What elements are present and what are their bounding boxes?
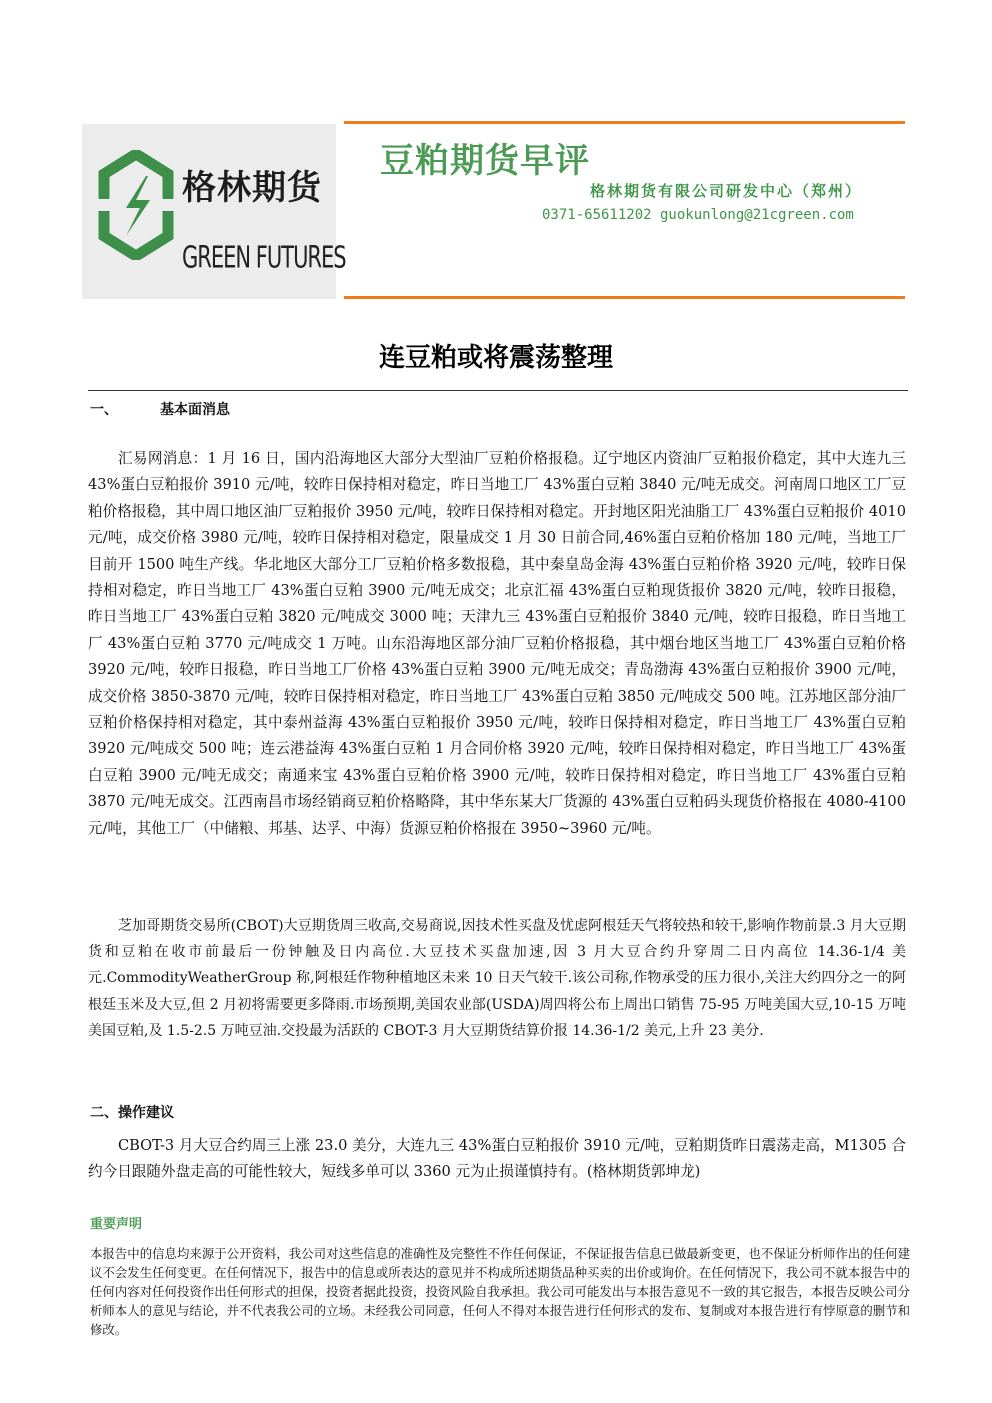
section-number: 一、 bbox=[90, 402, 118, 418]
logo-english-name: GREEN FUTURES bbox=[182, 240, 346, 275]
section-heading-advice bbox=[90, 1102, 174, 1122]
contact-line: 0371-65611202 guokunlong@21cgreen.com bbox=[542, 207, 854, 223]
section-title: 操作建议 bbox=[118, 1105, 174, 1121]
section-number: 二、 bbox=[90, 1105, 118, 1121]
logo-chinese-name: 格林期货 bbox=[182, 168, 322, 208]
header-top-rule bbox=[344, 121, 905, 124]
section-title: 基本面消息 bbox=[160, 402, 230, 418]
paragraph-cbot-news: 芝加哥期货交易所(CBOT)大豆期货周三收高,交易商说,因技术性买盘及忧虑阿根廷天气将较热和较干,影响作物前景.3 月大豆期货和豆粕在收市前最后一份钟触及日内高位.大豆技术买盘加速,因 3 月大豆合约升穿周二日内高位 14.36-1/4 美元.CommodityWeatherGroup 称,阿根廷作物种植地区未来 10 日天气较干.该公司称,作物承受的压力很小,关注大约四分之一的阿根廷玉米及大豆,但 2 月初将需要更多降雨.市场预期,美国农业部(USDA)周四将公布上周出口销售 75-95 万吨美国大豆,10-15 万吨美国豆粕,及 1.5-2.5 万吨豆油.交投最为活跃的 CBOT-3 月大豆期货结算价报 14.36-1/2 美元,上升 23 美分. bbox=[88, 918, 906, 1039]
headline-divider bbox=[88, 390, 908, 391]
company-logo bbox=[82, 124, 346, 299]
report-title: 豆粕期货早评 bbox=[380, 141, 590, 181]
section-heading-fundamentals bbox=[90, 399, 230, 419]
company-name: 格林期货有限公司研发中心（郑州） bbox=[590, 182, 863, 200]
paragraph-trading-advice: CBOT-3 月大豆合约周三上涨 23.0 美分，大连九三 43%蛋白豆粕报价 3910 元/吨，豆粕期货昨日震荡走高，M1305 合约今日跟随外盘走高的可能性较大，短线多单可以 3360 元为止损谨慎持有。(格林期货郭坤龙) bbox=[88, 1137, 906, 1181]
disclaimer-text: 本报告中的信息均来源于公开资料，我公司对这些信息的准确性及完整性不作任何保证，不保证报告信息已做最新变更，也不保证分析师作出的任何建议不会发生任何变更。在任何情况下，报告中的信息或所表达的意见并不构成所述期货品种买卖的出价或询价。在任何情况下，我公司不就本报告中的任何内容对任何投资作出任何形式的担保，投资者据此投资，投资风险自我承担。我公司可能发出与本报告意见不一致的其它报告，本报告反映公司分析师本人的意见与结论，并不代表我公司的立场。未经我公司同意，任何人不得对本报告进行任何形式的发布、复制或对本报告进行有悖原意的删节和修改。 bbox=[90, 1246, 910, 1337]
header-bottom-rule bbox=[344, 296, 905, 299]
green-futures-emblem-icon bbox=[96, 150, 176, 260]
paragraph-market-news: 汇易网消息：1 月 16 日，国内沿海地区大部分大型油厂豆粕价格报稳。辽宁地区内资油厂豆粕报价稳定，其中大连九三 43%蛋白豆粕报价 3910 元/吨，较昨日保持相对稳定，昨日当地工厂 43%蛋白豆粕 3840 元/吨无成交。河南周口地区工厂豆粕价格报稳，其中周口地区油厂豆粕报价 3950 元/吨，较昨日保持相对稳定。开封地区阳光油脂工厂 43%蛋白豆粕报价 4010 元/吨，成交价格 3980 元/吨，较昨日保持相对稳定，限量成交 1 月 30 日前合同,46%蛋白豆粕价格加 180 元/吨，当地工厂目前开 1500 吨生产线。华北地区大部分工厂豆粕价格多数报稳，其中秦皇岛金海 43%蛋白豆粕价格 3920 元/吨，较昨日保持相对稳定，昨日当地工厂 43%蛋白豆粕 3900 元/吨无成交；北京汇福 43%蛋白豆粕现货报价 3820 元/吨，较昨日报稳，昨日当地工厂 43%蛋白豆粕 3820 元/吨成交 3000 吨；天津九三 43%蛋白豆粕报价 3840 元/吨，较昨日报稳，昨日当地工厂 43%蛋白豆粕 3770 元/吨成交 1 万吨。山东沿海地区部分油厂豆粕价格报稳，其中烟台地区当地工厂 43%蛋白豆粕价格 3920 元/吨，较昨日报稳，昨日当地工厂价格 43%蛋白豆粕 3900 元/吨无成交；青岛渤海 43%蛋白豆粕报价 3900 元/吨，成交价格 3850-3870 元/吨，较昨日保持相对稳定，昨日当地工厂 43%蛋白豆粕 3850 元/吨成交 500 吨。江苏地区部分油厂豆粕价格保持相对稳定，其中泰州益海 43%蛋白豆粕报价 3950 元/吨，较昨日保持相对稳定，昨日当地工厂 43%蛋白豆粕 3920 元/吨成交 500 吨；连云港益海 43%蛋白豆粕 1 月合同价格 3920 元/吨，较昨日保持相对稳定，昨日当地工厂 43%蛋白豆粕 3900 元/吨无成交；南通来宝 43%蛋白豆粕价格 3900 元/吨，较昨日保持相对稳定，昨日当地工厂 43%蛋白豆粕 3870 元/吨无成交。江西南昌市场经销商豆粕价格略降，其中华东某大厂货源的 43%蛋白豆粕码头现货价格报在 4080-4100 元/吨，其他工厂（中储粮、邦基、达孚、中海）货源豆粕价格报在 3950~3960 元/吨。 bbox=[88, 450, 906, 837]
disclaimer-heading: 重要声明 bbox=[90, 1217, 143, 1232]
article-headline: 连豆粕或将震荡整理 bbox=[378, 343, 613, 373]
